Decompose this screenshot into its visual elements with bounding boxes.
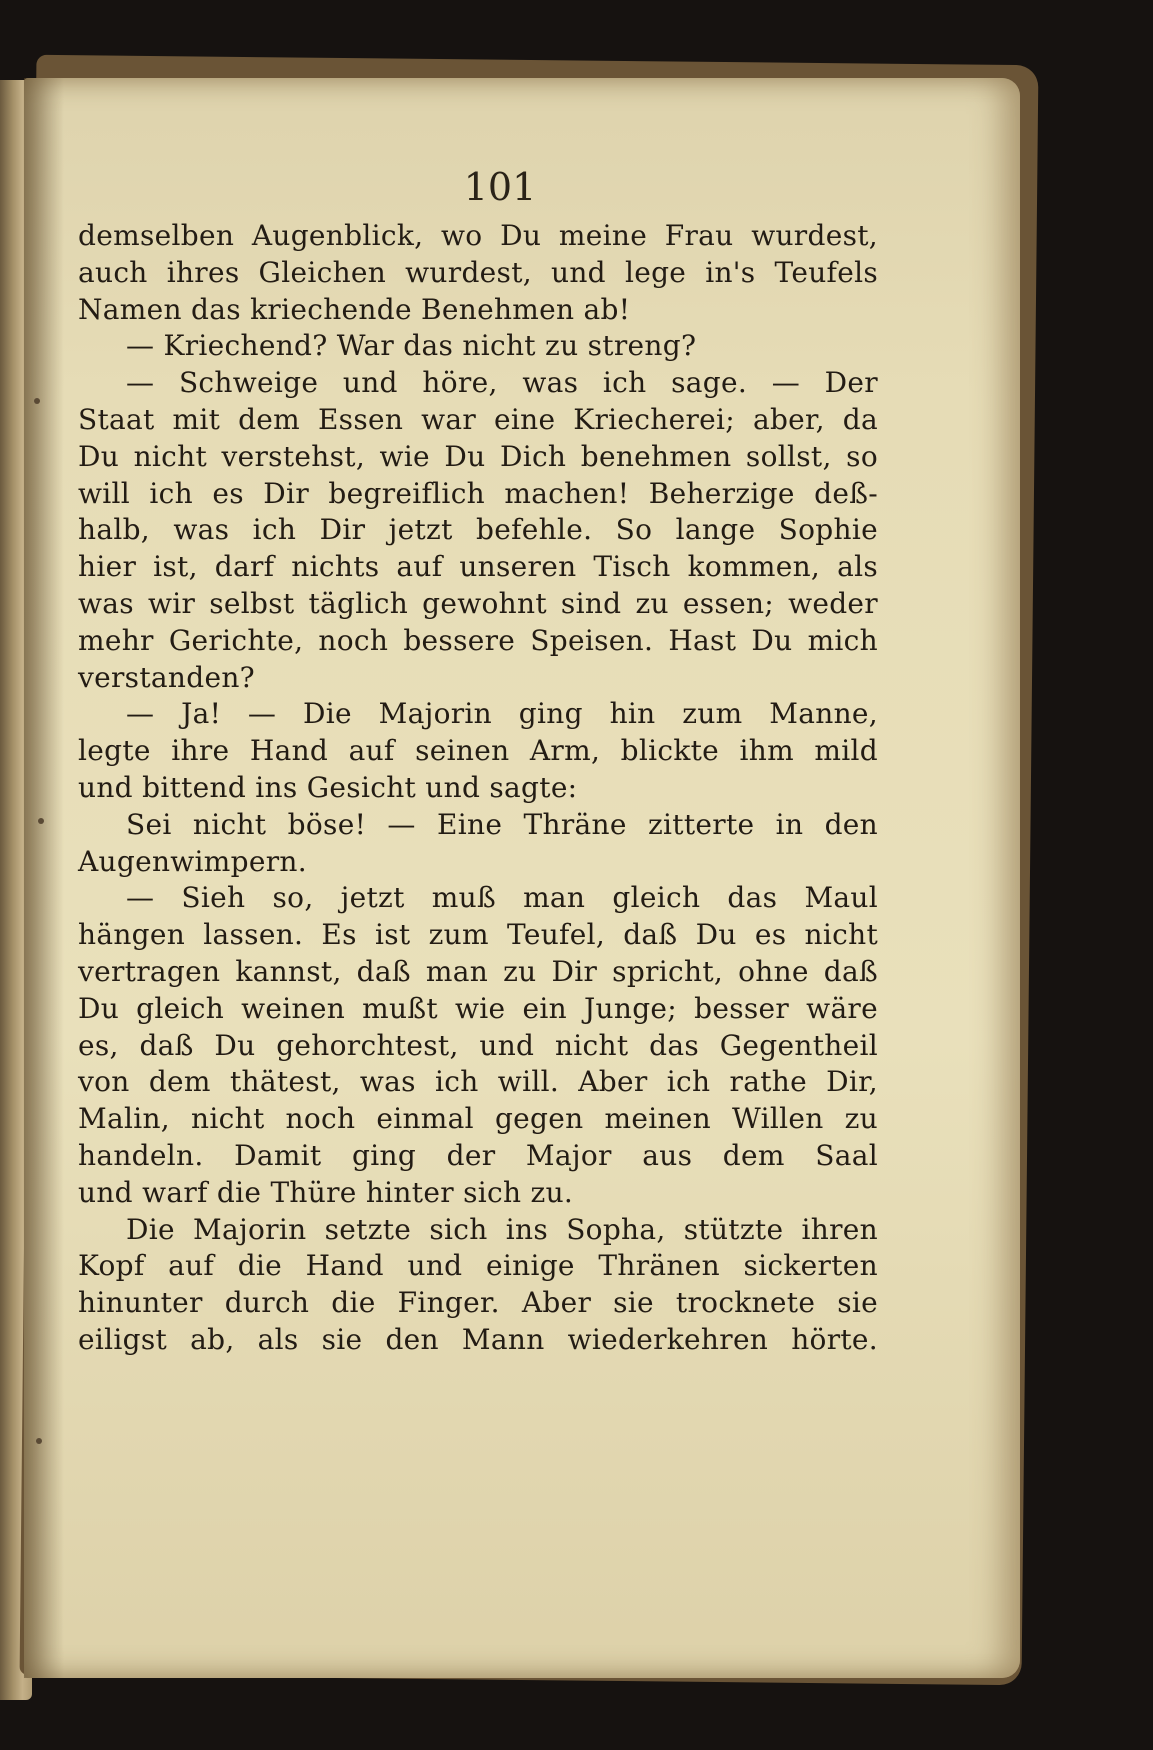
text-line: eiligst ab, als sie den Mann wiederkehren hörte. bbox=[78, 1322, 878, 1356]
text-line: — Kriechend? War das nicht zu streng? bbox=[126, 329, 697, 363]
spine-shadow bbox=[24, 78, 64, 1678]
text-line: auch ihres Gleichen wurdest, und lege in's Teufels bbox=[78, 255, 878, 289]
text-line: — Ja! — Die Majorin ging hin zum Manne, bbox=[126, 697, 878, 731]
body-text bbox=[78, 218, 878, 1359]
text-line: und warf die Thüre hinter sich zu. bbox=[78, 1175, 574, 1209]
text-line: hinunter durch die Finger. Aber sie trocknete sie bbox=[78, 1286, 878, 1320]
text-line: — Schweige und höre, was ich sage. — Der bbox=[126, 366, 878, 400]
text-line: mehr Gerichte, noch bessere Speisen. Hast Du mich bbox=[78, 623, 878, 657]
margin-speck bbox=[38, 818, 44, 824]
text-line: von dem thätest, was ich will. Aber ich rathe Dir, bbox=[78, 1065, 878, 1099]
text-line: und bittend ins Gesicht und sagte: bbox=[78, 770, 578, 804]
text-line: Namen das kriechende Benehmen ab! bbox=[78, 292, 631, 326]
text-line: was wir selbst täglich gewohnt sind zu essen; weder bbox=[78, 586, 878, 620]
text-line: es, daß Du gehorchtest, und nicht das Gegentheil bbox=[78, 1028, 878, 1062]
text-line: will ich es Dir begreiflich machen! Beherzige deß- bbox=[78, 476, 878, 510]
text-line: Malin, nicht noch einmal gegen meinen Willen zu bbox=[78, 1102, 878, 1136]
text-line: — Sieh so, jetzt muß man gleich das Maul bbox=[126, 881, 878, 915]
text-line: handeln. Damit ging der Major aus dem Saal bbox=[78, 1138, 878, 1172]
text-line: hier ist, darf nichts auf unseren Tisch kommen, als bbox=[78, 550, 878, 584]
margin-speck bbox=[36, 1438, 42, 1444]
text-line: verstanden? bbox=[78, 660, 255, 694]
text-line: Augenwimpern. bbox=[78, 844, 307, 878]
margin-speck bbox=[34, 398, 40, 404]
text-line: Die Majorin setzte sich ins Sopha, stützte ihren bbox=[126, 1212, 878, 1246]
text-line: legte ihre Hand auf seinen Arm, blickte ihm mild bbox=[78, 734, 878, 768]
text-line: hängen lassen. Es ist zum Teufel, daß Du es nicht bbox=[78, 918, 878, 952]
text-line: halb, was ich Dir jetzt befehle. So lange Sophie bbox=[78, 513, 878, 547]
text-line: Kopf auf die Hand und einige Thränen sickerten bbox=[78, 1249, 878, 1283]
text-line: vertragen kannst, daß man zu Dir spricht, ohne daß bbox=[78, 954, 878, 988]
text-line: Du nicht verstehst, wie Du Dich benehmen sollst, so bbox=[78, 439, 878, 473]
page-number: 101 bbox=[463, 165, 537, 209]
text-line: Du gleich weinen mußt wie ein Junge; besser wäre bbox=[78, 991, 878, 1025]
text-line: Sei nicht böse! — Eine Thräne zitterte in den bbox=[126, 807, 878, 841]
text-line: Staat mit dem Essen war eine Kriecherei; aber, da bbox=[78, 402, 878, 436]
text-line: demselben Augenblick, wo Du meine Frau wurdest, bbox=[78, 219, 878, 252]
